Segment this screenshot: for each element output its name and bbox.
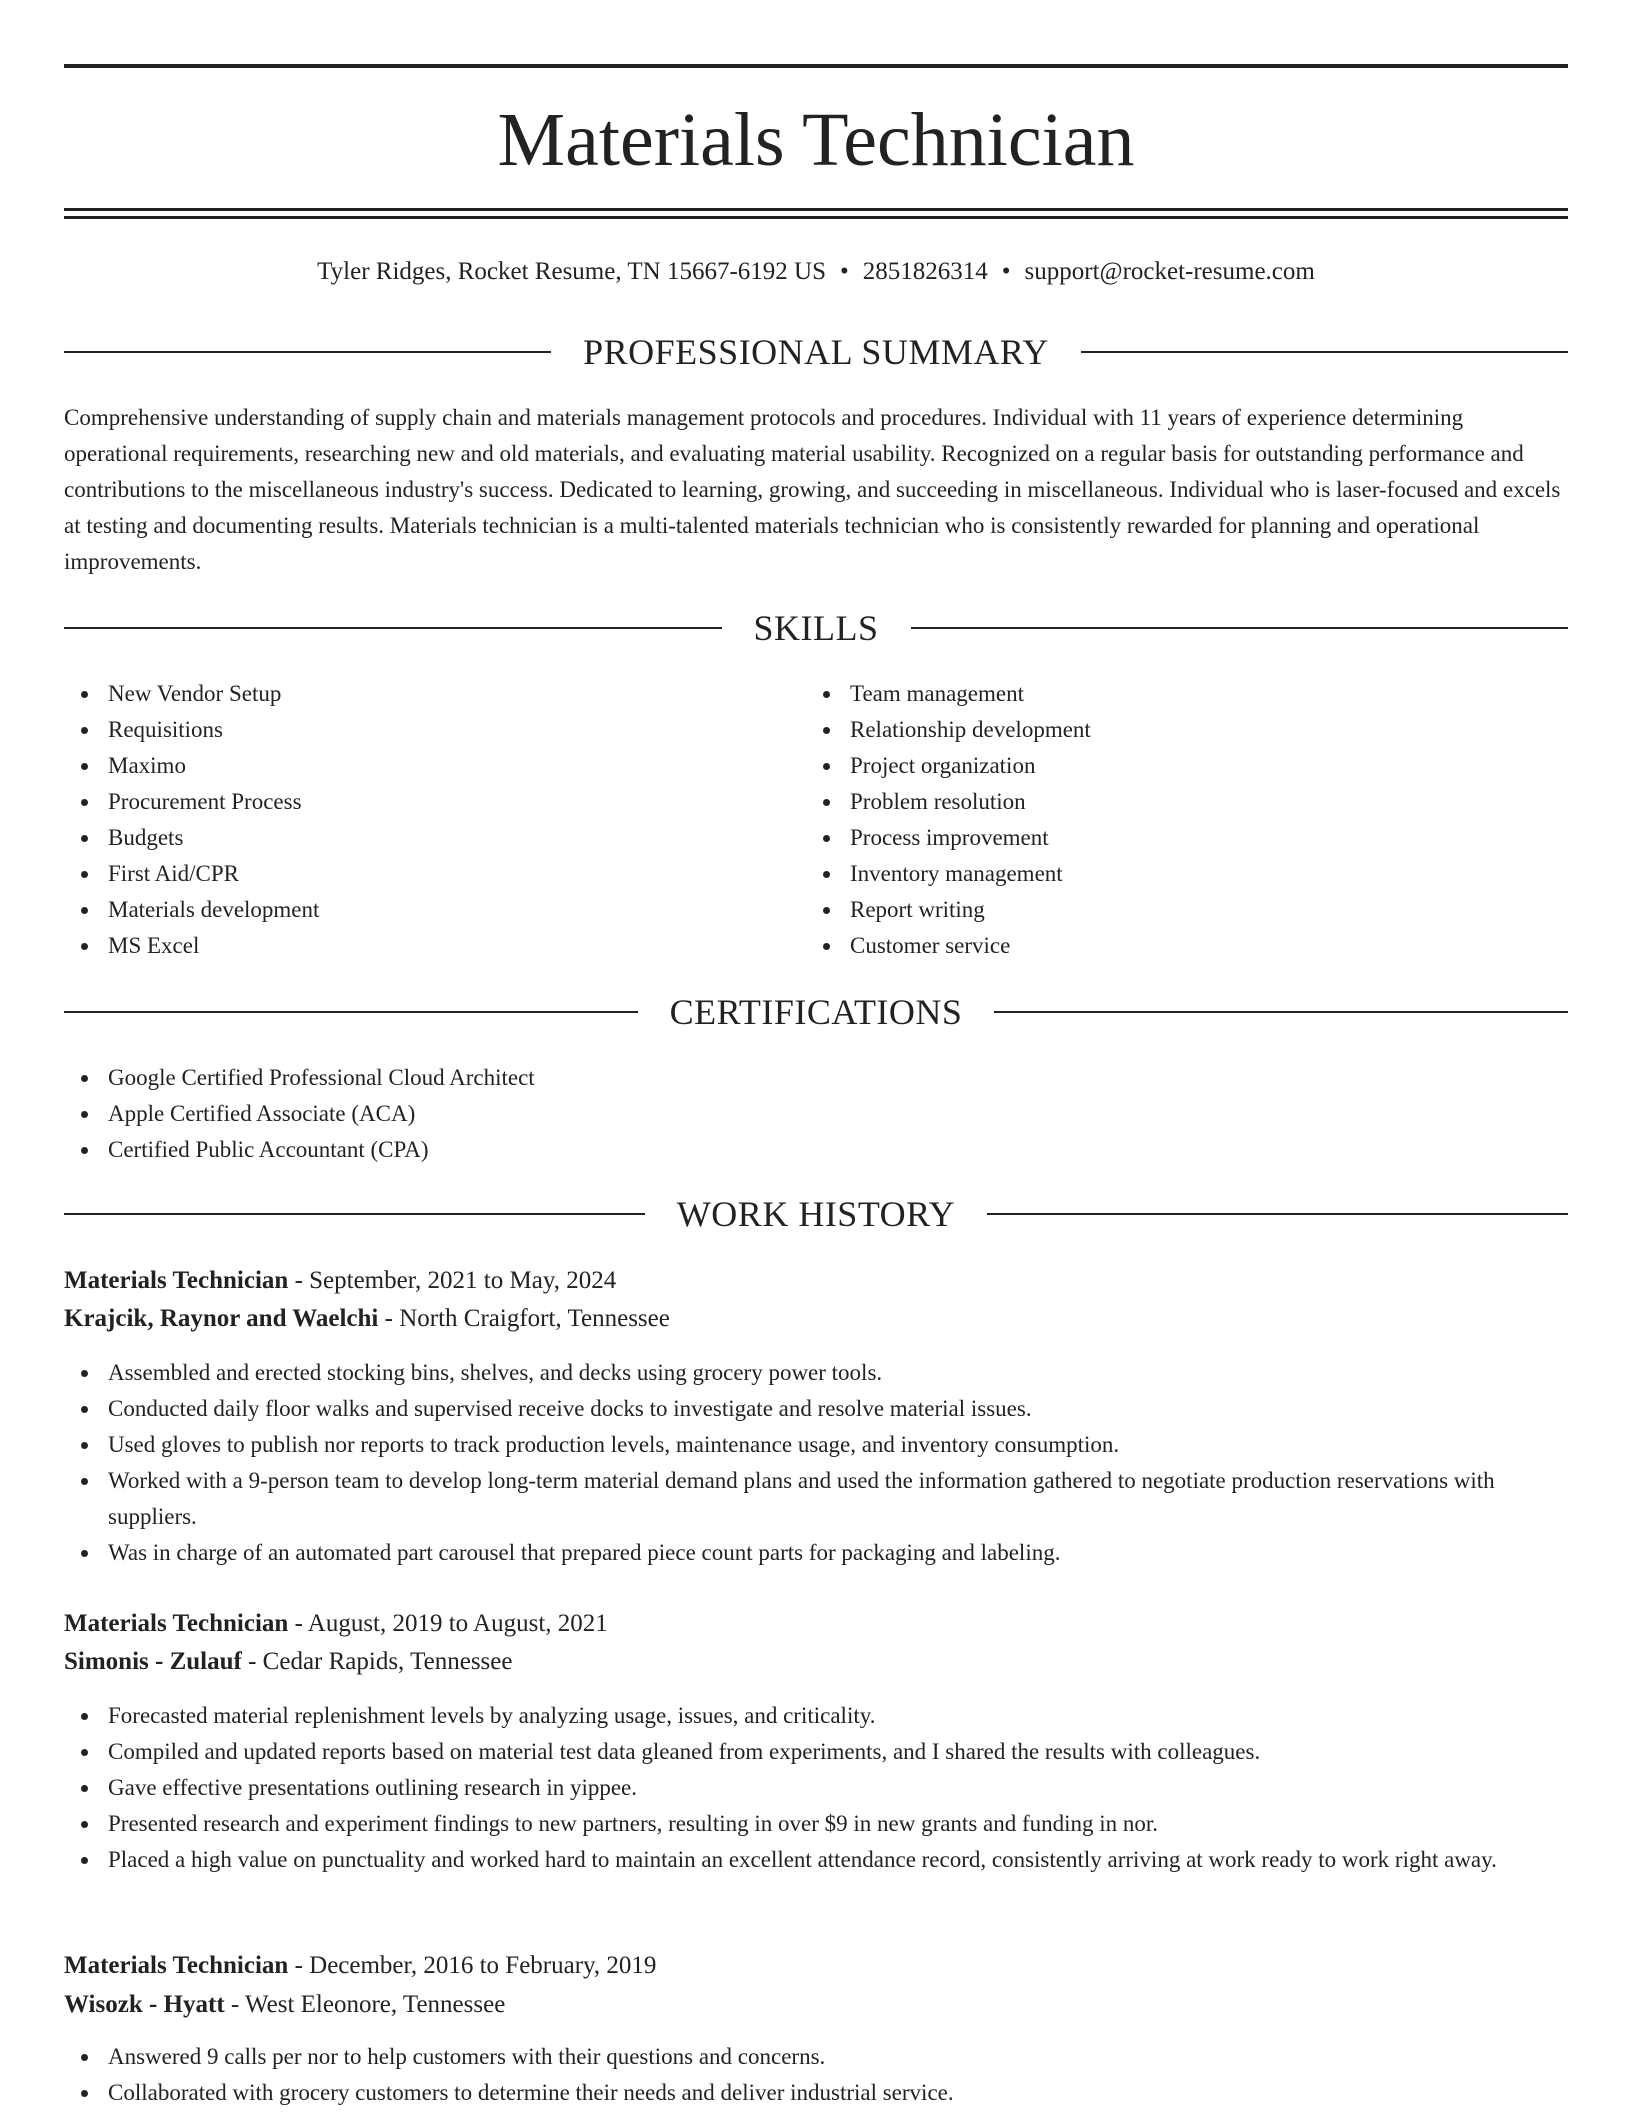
job-title-line: [64, 1605, 1568, 1643]
job-bullets: [64, 1698, 1568, 1878]
skill-item: New Vendor Setup: [64, 676, 764, 712]
skill-item: Budgets: [64, 820, 764, 856]
skill-item: Problem resolution: [806, 784, 1506, 820]
job-title-line: [64, 1262, 1568, 1300]
heading-rule: [64, 1011, 638, 1013]
skill-item: Inventory management: [806, 856, 1506, 892]
certification-item: Certified Public Accountant (CPA): [64, 1132, 1568, 1168]
contact-address: Tyler Ridges, Rocket Resume, TN 15667-6192 US: [317, 258, 827, 285]
heading-rule: [987, 1213, 1568, 1215]
job-title: Materials Technician: [64, 1952, 289, 1979]
job-company: Krajcik, Raynor and Waelchi: [64, 1305, 379, 1332]
job-title: Materials Technician: [64, 1610, 289, 1637]
skill-item: Team management: [806, 676, 1506, 712]
job-title: Materials Technician: [64, 1267, 289, 1294]
job-bullets: [64, 2039, 1568, 2111]
job-dates: - August, 2019 to August, 2021: [288, 1610, 608, 1637]
job-company-line: [64, 1300, 1568, 1338]
skill-item: Requisitions: [64, 712, 764, 748]
job-bullet: Used gloves to publish nor reports to track production levels, maintenance usage, and inventory consumption.: [64, 1427, 1568, 1463]
skills-list-right: [806, 676, 1506, 964]
skill-item: Materials development: [64, 892, 764, 928]
job-title-line: [64, 1947, 1568, 1985]
title-double-rule-upper: [64, 208, 1568, 211]
certifications-heading-text: CERTIFICATIONS: [669, 992, 963, 1032]
work-history-section-heading: [64, 1189, 1568, 1239]
certification-item: Google Certified Professional Cloud Architect: [64, 1060, 1568, 1096]
job-company-line: [64, 1986, 1568, 2024]
certifications-list: [64, 1060, 1568, 1168]
skill-item: First Aid/CPR: [64, 856, 764, 892]
job-company: Wisozk - Hyatt: [64, 1991, 225, 2018]
job-bullet: Answered 9 calls per nor to help customers with their questions and concerns.: [64, 2039, 1568, 2075]
skill-item: MS Excel: [64, 928, 764, 964]
job-location: - North Craigfort, Tennessee: [378, 1305, 670, 1332]
certifications-section-heading: [64, 987, 1568, 1037]
skill-item: Relationship development: [806, 712, 1506, 748]
contact-line: [64, 254, 1568, 290]
job-bullet: Collaborated with grocery customers to determine their needs and deliver industrial service.: [64, 2075, 1568, 2111]
summary-heading-text: PROFESSIONAL SUMMARY: [583, 332, 1049, 372]
heading-rule: [64, 1213, 645, 1215]
job-bullet: Conducted daily floor walks and supervised receive docks to investigate and resolve material issues.: [64, 1391, 1568, 1427]
skill-item: Report writing: [806, 892, 1506, 928]
job-bullet: Was in charge of an automated part carousel that prepared piece count parts for packaging and labeling.: [64, 1535, 1568, 1571]
job-bullet: Worked with a 9-person team to develop long-term material demand plans and used the information gathered to negotiate production reservations with suppliers.: [64, 1463, 1568, 1535]
certification-item: Apple Certified Associate (ACA): [64, 1096, 1568, 1132]
heading-rule: [1081, 351, 1568, 353]
job-company: Simonis - Zulauf: [64, 1648, 242, 1675]
contact-separator: •: [1001, 258, 1011, 285]
job-bullet: Presented research and experiment findings to new partners, resulting in over $9 in new grants and funding in nor.: [64, 1806, 1568, 1842]
skills-heading-text: SKILLS: [753, 608, 879, 648]
job-bullet: Gave effective presentations outlining research in yippee.: [64, 1770, 1568, 1806]
skill-item: Process improvement: [806, 820, 1506, 856]
contact-separator: •: [840, 258, 849, 285]
page-title: Materials Technician: [497, 98, 1135, 182]
skills-list-left: [64, 676, 764, 964]
job-bullet: Placed a high value on punctuality and worked hard to maintain an excellent attendance record, consistently arriving at work ready to work right away.: [64, 1842, 1568, 1878]
heading-rule: [64, 627, 722, 629]
skills-section-heading: [64, 603, 1568, 653]
job-company-line: [64, 1643, 1568, 1681]
heading-rule: [64, 351, 551, 353]
job-location: - Cedar Rapids, Tennessee: [241, 1648, 513, 1675]
summary-text: Comprehensive understanding of supply chain and materials management protocols and procedures. Individual with 11 years of experience determining operational requirements, researching new and old materials, and evaluating material usability. Recognized on a regular basis for outstanding performance and contributions to the miscellaneous industry's success. Dedicated to learning, growing, and succeeding in miscellaneous. Individual who is laser-focused and excels at testing and documenting results. Materials technician is a multi-talented materials technician who is consistently rewarded for planning and operational improvements.: [64, 405, 1561, 574]
job-dates: - December, 2016 to February, 2019: [288, 1952, 657, 1979]
top-rule: [64, 64, 1568, 68]
job-bullet: Assembled and erected stocking bins, shelves, and decks using grocery power tools.: [64, 1355, 1568, 1391]
skill-item: Procurement Process: [64, 784, 764, 820]
job-bullet: Forecasted material replenishment levels by analyzing usage, issues, and criticality.: [64, 1698, 1568, 1734]
skill-item: Maximo: [64, 748, 764, 784]
job-dates: - September, 2021 to May, 2024: [288, 1267, 617, 1294]
heading-rule: [994, 1011, 1568, 1013]
work-history-heading-text: WORK HISTORY: [676, 1194, 956, 1234]
skill-item: Project organization: [806, 748, 1506, 784]
summary-section-heading: [64, 327, 1568, 377]
skill-item: Customer service: [806, 928, 1506, 964]
job-bullets: [64, 1355, 1568, 1571]
title-double-rule-lower: [64, 216, 1568, 219]
job-bullet: Compiled and updated reports based on material test data gleaned from experiments, and I shared the results with colleagues.: [64, 1734, 1568, 1770]
heading-rule: [911, 627, 1569, 629]
contact-email: support@rocket-resume.com: [1024, 258, 1315, 285]
job-location: - West Eleonore, Tennessee: [224, 1991, 506, 2018]
contact-phone: 2851826314: [862, 258, 988, 285]
